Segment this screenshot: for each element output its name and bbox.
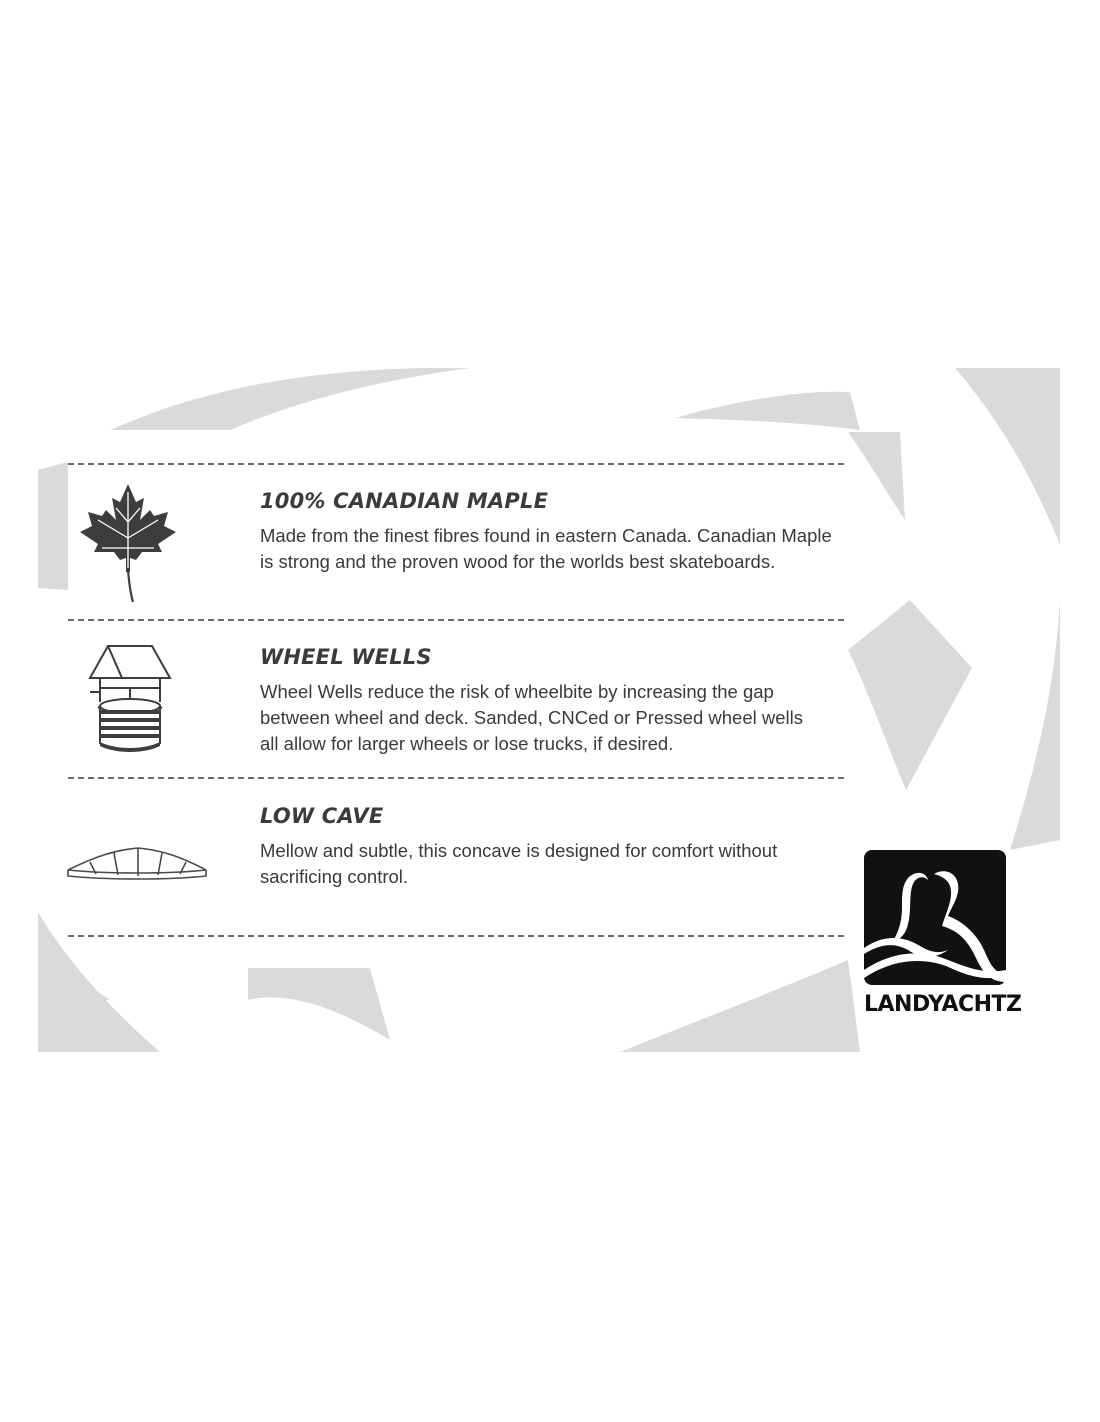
brand-logo xyxy=(864,850,1022,1025)
feature-title: WHEEL WELLS xyxy=(260,645,432,669)
divider xyxy=(68,463,844,465)
feature-description: Made from the finest fibres found in eastern Canada. Canadian Maple is strong and the proven wood for the worlds best skateboards. xyxy=(260,525,832,572)
concave-deck-icon xyxy=(66,842,208,882)
feature-title: 100% CANADIAN MAPLE xyxy=(260,489,549,513)
divider xyxy=(68,935,844,937)
landyachtz-logo-icon xyxy=(864,850,1006,985)
divider xyxy=(68,777,844,779)
divider xyxy=(68,619,844,621)
feature-description: Wheel Wells reduce the risk of wheelbite by increasing the gap between wheel and deck. Sanded, CNCed or Pressed wheel wells all allow for larger wheels or lose trucks, if desired. xyxy=(260,681,803,754)
feature-description: Mellow and subtle, this concave is designed for comfort without sacrificing control. xyxy=(260,840,778,887)
brand-name: LANDYACHTZ xyxy=(864,992,1022,1017)
wishing-well-icon xyxy=(86,642,176,752)
feature-title: LOW CAVE xyxy=(260,804,384,828)
maple-leaf-icon xyxy=(78,482,178,604)
